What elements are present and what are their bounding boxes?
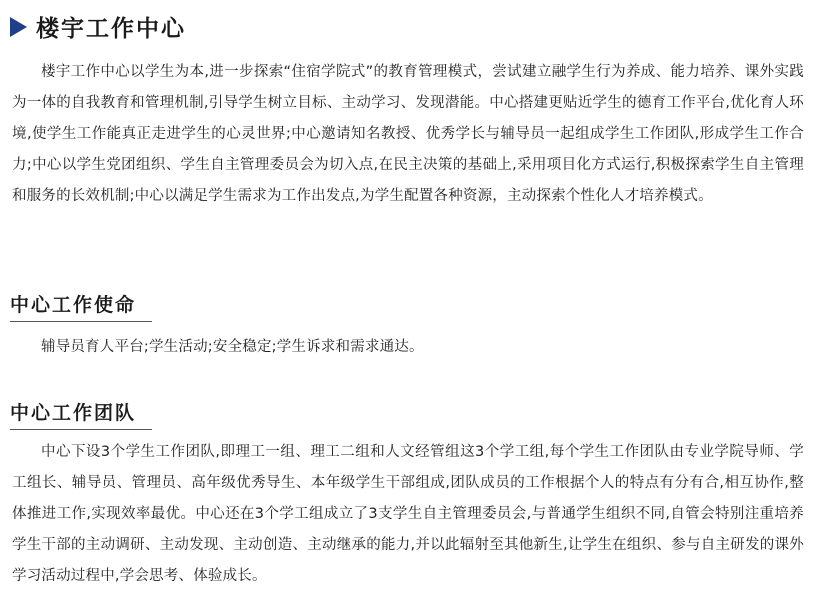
heading-underline [10, 321, 152, 322]
team-paragraph: 中心下设3个学生工作团队,即理工一组、理工二组和人文经管组这3个学工组,每个学生工作团队由专业学院导师、学工组长、辅导员、管理员、高年级优秀导生、本年级学生干部组成,团队成员的工作根据个人的特点有分有合,相互协作,整体推进工作,实现效率最优。中心还在3个学工组成立了3支学生自主管理委员会,与普通学生组织不同,自管会特别注重培养学生干部的主动调研、主动发现、主动创造、主动继承的能力,并以此辐射至其他新生,让学生在组织、参与自主研发的课外学习活动过程中,学会思考、体验成长。 [12, 444, 804, 584]
intro-paragraph: 楼宇工作中心以学生为本,进一步探索“住宿学院式”的教育管理模式，尝试建立融学生行为养成、能力培养、课外实践为一体的自我教育和管理机制,引导学生树立目标、主动学习、发现潜能。中心搭建更贴近学生的德育工作平台,优化育人环境,使学生工作能真正走进学生的心灵世界;中心邀请知名教授、优秀学长与辅导员一起组成学生工作团队,形成学生工作合力;中心以学生党团组织、学生自主管理委员会为切入点,在民主决策的基础上,采用项目化方式运行,积极探索学生自主管理和服务的长效机制;中心以满足学生需求为工作出发点,为学生配置各种资源，主动探索个性化人才培养模式。 [12, 64, 804, 204]
mission-paragraph: 辅导员育人平台;学生活动;安全稳定;学生诉求和需求通达。 [41, 339, 424, 355]
section-heading-team: 中心工作团队 [10, 402, 137, 424]
section-heading-mission: 中心工作使命 [10, 294, 137, 316]
page-title-text: 楼宇工作中心 [36, 16, 186, 42]
triangle-right-icon [10, 17, 27, 37]
page-title [10, 10, 186, 43]
heading-underline [10, 429, 152, 430]
